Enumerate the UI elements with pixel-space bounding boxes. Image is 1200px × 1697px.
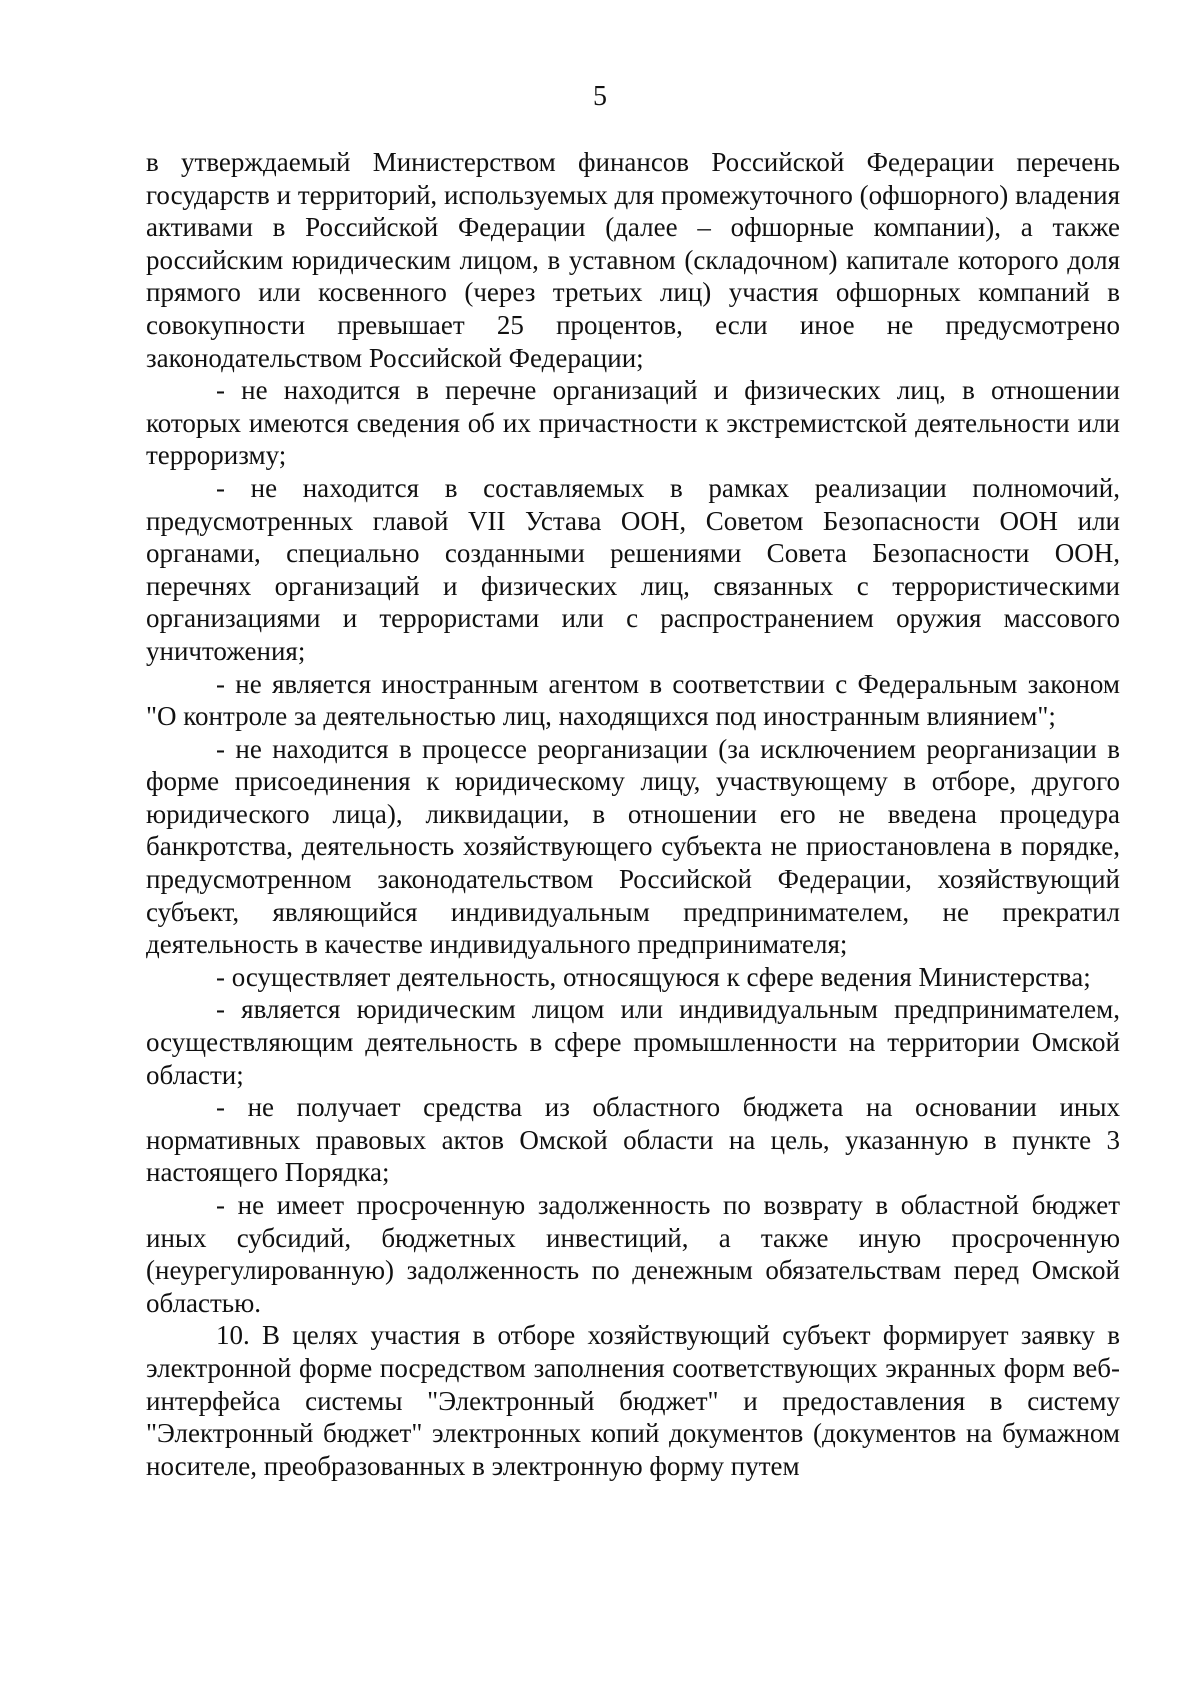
paragraph-no-overdue-debt: - не имеет просроченную задолженность по возврату в областной бюджет иных субсидий, бюджетных инвестиций, а также иную просроченную (неурегулированную) задолженность по денежным обязательствам перед Омской областью.	[146, 1190, 1120, 1318]
page-number: 5	[593, 81, 607, 112]
paragraph-industry-omsk: - является юридическим лицом или индивидуальным предпринимателем, осуществляющим деятельность в сфере промышленности на территории Омской области;	[146, 994, 1120, 1090]
document-body	[146, 146, 1120, 1482]
paragraph-foreign-agent: - не является иностранным агентом в соответствии с Федеральным законом "О контроле за деятельностью лиц, находящихся под иностранным влиянием";	[146, 668, 1120, 732]
paragraph-un-lists: - не находится в составляемых в рамках реализации полномочий, предусмотренных главой VII Устава ООН, Советом Безопасности ООН или органами, специально созданными решениями Совета Безопасности ООН, перечнях организаций и физических лиц, связанных с террористическими организациями и террористами или с распространением оружия массового уничтожения;	[146, 472, 1120, 666]
paragraph-no-other-funds: - не получает средства из областного бюджета на основании иных нормативных правовых актов Омской области на цель, указанную в пункте 3 настоящего Порядка;	[146, 1092, 1120, 1188]
paragraph-reorganization: - не находится в процессе реорганизации (за исключением реорганизации в форме присоединения к юридическому лицу, участвующему в отборе, другого юридического лица), ликвидации, в отношении его не введена процедура банкротства, деятельность хозяйствующего субъекта не приостановлена в порядке, предусмотренном законодательством Российской Федерации, хозяйствующий субъект, являющийся индивидуальным предпринимателем, не прекратил деятельность в качестве индивидуального предпринимателя;	[146, 733, 1120, 960]
paragraph-application-10: 10. В целях участия в отборе хозяйствующий субъект формирует заявку в электронной форме посредством заполнения соответствующих экранных форм веб-интерфейса системы "Электронный бюджет" и предоставления в систему "Электронный бюджет" электронных копий документов (документов на бумажном носителе, преобразованных в электронную форму путем	[146, 1320, 1120, 1481]
paragraph-extremism-list: - не находится в перечне организаций и физических лиц, в отношении которых имеются сведения об их причастности к экстремистской деятельности или терроризму;	[146, 375, 1120, 471]
paragraph-offshore-continuation: в утверждаемый Министерством финансов Российской Федерации перечень государств и территорий, используемых для промежуточного (офшорного) владения активами в Российской Федерации (далее – офшорные компании), а также российским юридическим лицом, в уставном (складочном) капитале которого доля прямого или косвенного (через третьих лиц) участия офшорных компаний в совокупности превышает 25 процентов, если иное не предусмотрено законодательством Российской Федерации;	[146, 147, 1120, 373]
paragraph-ministry-sphere: - осуществляет деятельность, относящуюся к сфере ведения Министерства;	[216, 961, 1091, 992]
